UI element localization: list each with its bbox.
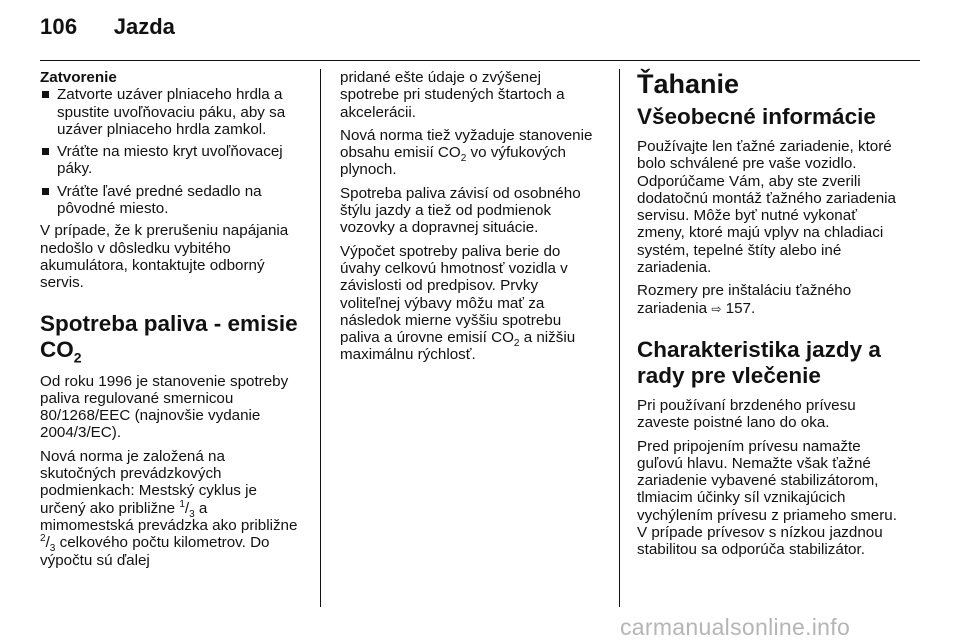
closing-heading: Zatvorenie: [40, 69, 117, 86]
watermark: carmanualsonline.info: [620, 614, 851, 640]
header-rule: [40, 60, 920, 61]
bullet-icon: [42, 148, 49, 155]
fraction-numerator: 1: [179, 498, 185, 510]
fraction-numerator: 2: [40, 533, 46, 545]
subscript: 2: [460, 153, 467, 165]
paragraph: Spotreba paliva závisí od osobného štýlu jazdy a tiež od podmienok vozovky a dopravnej situácie.: [340, 184, 581, 237]
section-title-towing: Ťahanie: [637, 69, 740, 99]
page-header: [40, 14, 175, 48]
list-item-text: Vráťte na miesto kryt uvoľňovacej páky.: [57, 143, 283, 178]
list-item: [40, 143, 302, 178]
paragraph: [340, 243, 602, 364]
chapter-title: Jazda: [113, 14, 175, 39]
paragraph-text: a nižšiu maximálnu rýchlosť.: [340, 329, 576, 364]
paragraph: Od roku 1996 je stanovenie spotreby paliva regulované smernicou 80/1268/EEC (najnovšie vydanie 2004/3/EC).: [40, 372, 289, 442]
column-2: [340, 69, 602, 370]
bullet-icon: [42, 91, 49, 98]
paragraph: Pri používaní brzdeného prívesu zaveste poistné lano do oka.: [637, 396, 856, 432]
paragraph: pridané ešte údaje o zvýšenej spotrebe pri studených štartoch a akcelerácii.: [340, 69, 565, 121]
list-item: [40, 86, 302, 138]
page-reference-arrow-icon: ⇨: [711, 301, 722, 316]
section-title-text: Spotreba paliva - emisie CO: [40, 310, 298, 362]
subscript: 2: [73, 349, 82, 366]
paragraph: [40, 448, 302, 569]
subsection-title-general: Všeobecné informácie: [637, 104, 876, 129]
power-note: V prípade, že k prerušeniu napájania nedošlo v dôsledku vybitého akumulátora, kontaktujte odborný servis.: [40, 222, 289, 292]
section-title-fuel: [40, 310, 302, 366]
closing-steps: [40, 86, 302, 217]
paragraph-text: Nová norma tiež vyžaduje stanovenie obsahu emisií CO: [340, 126, 593, 162]
paragraph-text: Nová norma je založená na skutočných prevádzkových podmienkach: Mestský cyklus je určený ako približne: [40, 447, 257, 517]
page-reference-link[interactable]: 157.: [725, 299, 756, 317]
list-item-text: Vráťte ľavé predné sedadlo na pôvodné miesto.: [57, 182, 262, 218]
paragraph-text: celkového počtu kilometrov. Do výpočtu sú ďalej: [40, 534, 270, 569]
column-divider: [320, 69, 321, 607]
fraction-denominator: 3: [49, 543, 56, 555]
paragraph-text: vo výfukových plynoch.: [340, 144, 566, 179]
column-1: [40, 69, 302, 575]
paragraph: [340, 127, 602, 179]
paragraph: [637, 282, 899, 318]
paragraph-text: Rozmery pre inštaláciu ťažného zariadenia: [637, 282, 852, 317]
subsection-title-driving: Charakteristika jazdy a rady pre vlečenie: [637, 336, 881, 388]
fraction-denominator: 3: [189, 508, 195, 520]
paragraph: Používajte len ťažné zariadenie, ktoré bolo schválené pre vaše vozidlo. Odporúčame Vám, aby ste zverili dodatočnú montáž ťažného zariadenia servisu. Môže byť nutné vykonať zmeny, ktoré majú vplyv na chladiaci systém, tepelné štíty alebo iné zariadenia.: [637, 138, 897, 277]
fraction: $^1/_3$: [179, 498, 195, 520]
page-number: 106: [40, 14, 78, 39]
paragraph: Pred pripojením prívesu namažte guľovú hlavu. Nemažte však ťažné zariadenie vybavené stabilizátorom, tlmiacim účinky síl vznikajúcich vychýlením prívesu z priameho smeru. V prípade prívesov s nízkou jazdnou stabilitou sa odporúča stabilizátor.: [637, 437, 897, 559]
bullet-icon: [42, 188, 49, 195]
fraction: $^2/_3$: [40, 533, 56, 555]
paragraph-text: a mimomestská prevádzka ako približne: [40, 499, 298, 534]
paragraph-text: Výpočet spotreby paliva berie do úvahy celkovú hmotnosť vozidla v závislosti od predpisov. Prvky voliteľnej výbavy môžu mať za následok mierne vyššiu spotrebu paliva a úrovne emisií CO: [340, 242, 568, 347]
list-item-text: Zatvorte uzáver plniaceho hrdla a spustite uvoľňovaciu páku, aby sa uzáver plniaceho hrdla zamkol.: [57, 86, 286, 138]
subscript: 2: [513, 338, 520, 350]
column-divider: [619, 69, 620, 607]
column-3: [637, 69, 899, 565]
list-item: [40, 183, 302, 218]
